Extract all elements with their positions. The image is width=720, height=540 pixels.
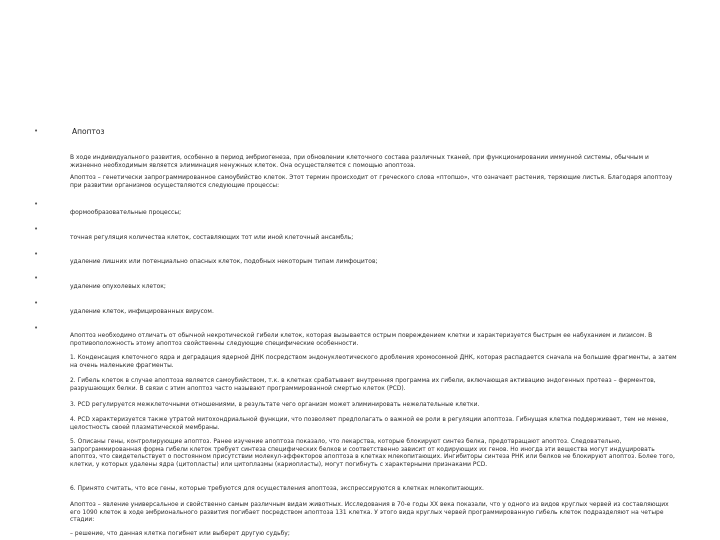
bullet-marker: • (34, 127, 39, 135)
feature-point-6: 6. Принято считать, что все гены, которые требуются для осуществления апоптоза, экспрессируются в клетках млекопитающих. (70, 486, 484, 492)
bullet-marker: • (34, 274, 39, 282)
process-item: точная регуляция количества клеток, составляющих тот или иной клеточный ансамбль; (70, 234, 354, 241)
bullet-marker: • (34, 299, 39, 307)
bullet-marker: • (34, 324, 39, 332)
stage-item: – решение, что данная клетка погибнет или выберет другую судьбу; (70, 531, 290, 537)
bullet-marker: • (34, 250, 39, 258)
distinction-paragraph: Апоптоз необходимо отличать от обычной некротической гибели клеток, которая вызывается острым повреждением клетки и характеризуется быстрым ее набуханием и лизисом. В противоположность этому апоптоз свойственны следующие специфические особенности. (70, 333, 653, 347)
bullet-marker: • (34, 225, 39, 233)
section-heading: Апоптоз (72, 127, 105, 136)
feature-point-4: 4. PCD характеризуется также утратой митохондриальной функции, что позволяет предполагать о важной ее роли в регуляции апоптоза. Гибнущая клетка поддерживает, тем не менее, целостность своей плазматической мембраны. (70, 417, 669, 431)
definition-paragraph: Апоптоз – генетически запрограммированное самоубийство клеток. Этот термин происходит от греческого слова «птопшо», что означает растения, теряющие листья. Благодаря апоптозу при развитии организмов осуществляются следующие процессы: (70, 175, 673, 189)
bullet-marker: • (34, 200, 39, 208)
process-item: удаление лишних или потенциально опасных клеток, подобных некоторым типам лимфоцитов; (70, 258, 378, 265)
feature-point-2: 2. Гибель клеток в случае апоптоза является самоубийством, т.к. в клетках срабатывает внутренняя программа их гибели, включающая активацию эндогенных протеаз – ферментов, разрушающих белки. В связи с этим апоптоз часто называют программированной смертью клеток (PCD). (70, 378, 656, 392)
intro-paragraph: В ходе индивидуального развития, особенно в период эмбриогенеза, при обновлении клеточного состава различных тканей, при функционировании иммунной системы, обычным и жизненно необходимым является элиминация ненужных клеток. Она осуществляется с помощью апоптоза. (70, 155, 649, 169)
feature-point-1: 1. Конденсация клеточного ядра и деградация ядерной ДНК посредством эндонуклеотического дробления хромосомной ДНК, которая распадается сначала на большие фрагменты, а затем на очень маленькие фрагменты. (70, 355, 677, 369)
feature-point-3: 3. PCD регулируется межклеточными отношениями, в результате чего организм может элиминировать нежелательные клетки. (70, 402, 480, 408)
closing-paragraph: Апоптоз – явление универсальное и свойственно самым различным видам животных. Исследования в 70-е годы XX века показали, что у одного из видов круглых червей из составляющих его 1090 клеток в ходе эмбрионального развития погибает посредством апоптоза 131 клетка. У этого вида круглых червей программированную гибель клеток подразделяют на четыре стадии: (70, 502, 669, 524)
process-item: удаление опухолевых клеток; (70, 283, 166, 290)
feature-point-5: 5. Описаны гены, контролирующие апоптоз. Ранее изучение апоптоза показало, что лекарства, которые блокируют синтез белка, предотвращают апоптоз. Следовательно, запрограммированная форма гибели клеток требует синтеза специфических белков и соответственно зависит от кодирующих их генов. Но иногда эти вещества могут индуцировать апоптоз, что свидетельствует о постоянном присутствии молекул-эффекторов апоптоза в клетках млекопитающих. Ингибиторы синтеза РНК или белков не блокируют апоптоз. Более того, клетки, у которых удалены ядра (цитопласты) или цитоплазмы (кариопласты), могут погибнуть с характерными признаками PCD. (70, 439, 675, 468)
process-item: удаление клеток, инфицированных вирусом. (70, 308, 214, 315)
process-item: формообразовательные процессы; (70, 209, 182, 216)
